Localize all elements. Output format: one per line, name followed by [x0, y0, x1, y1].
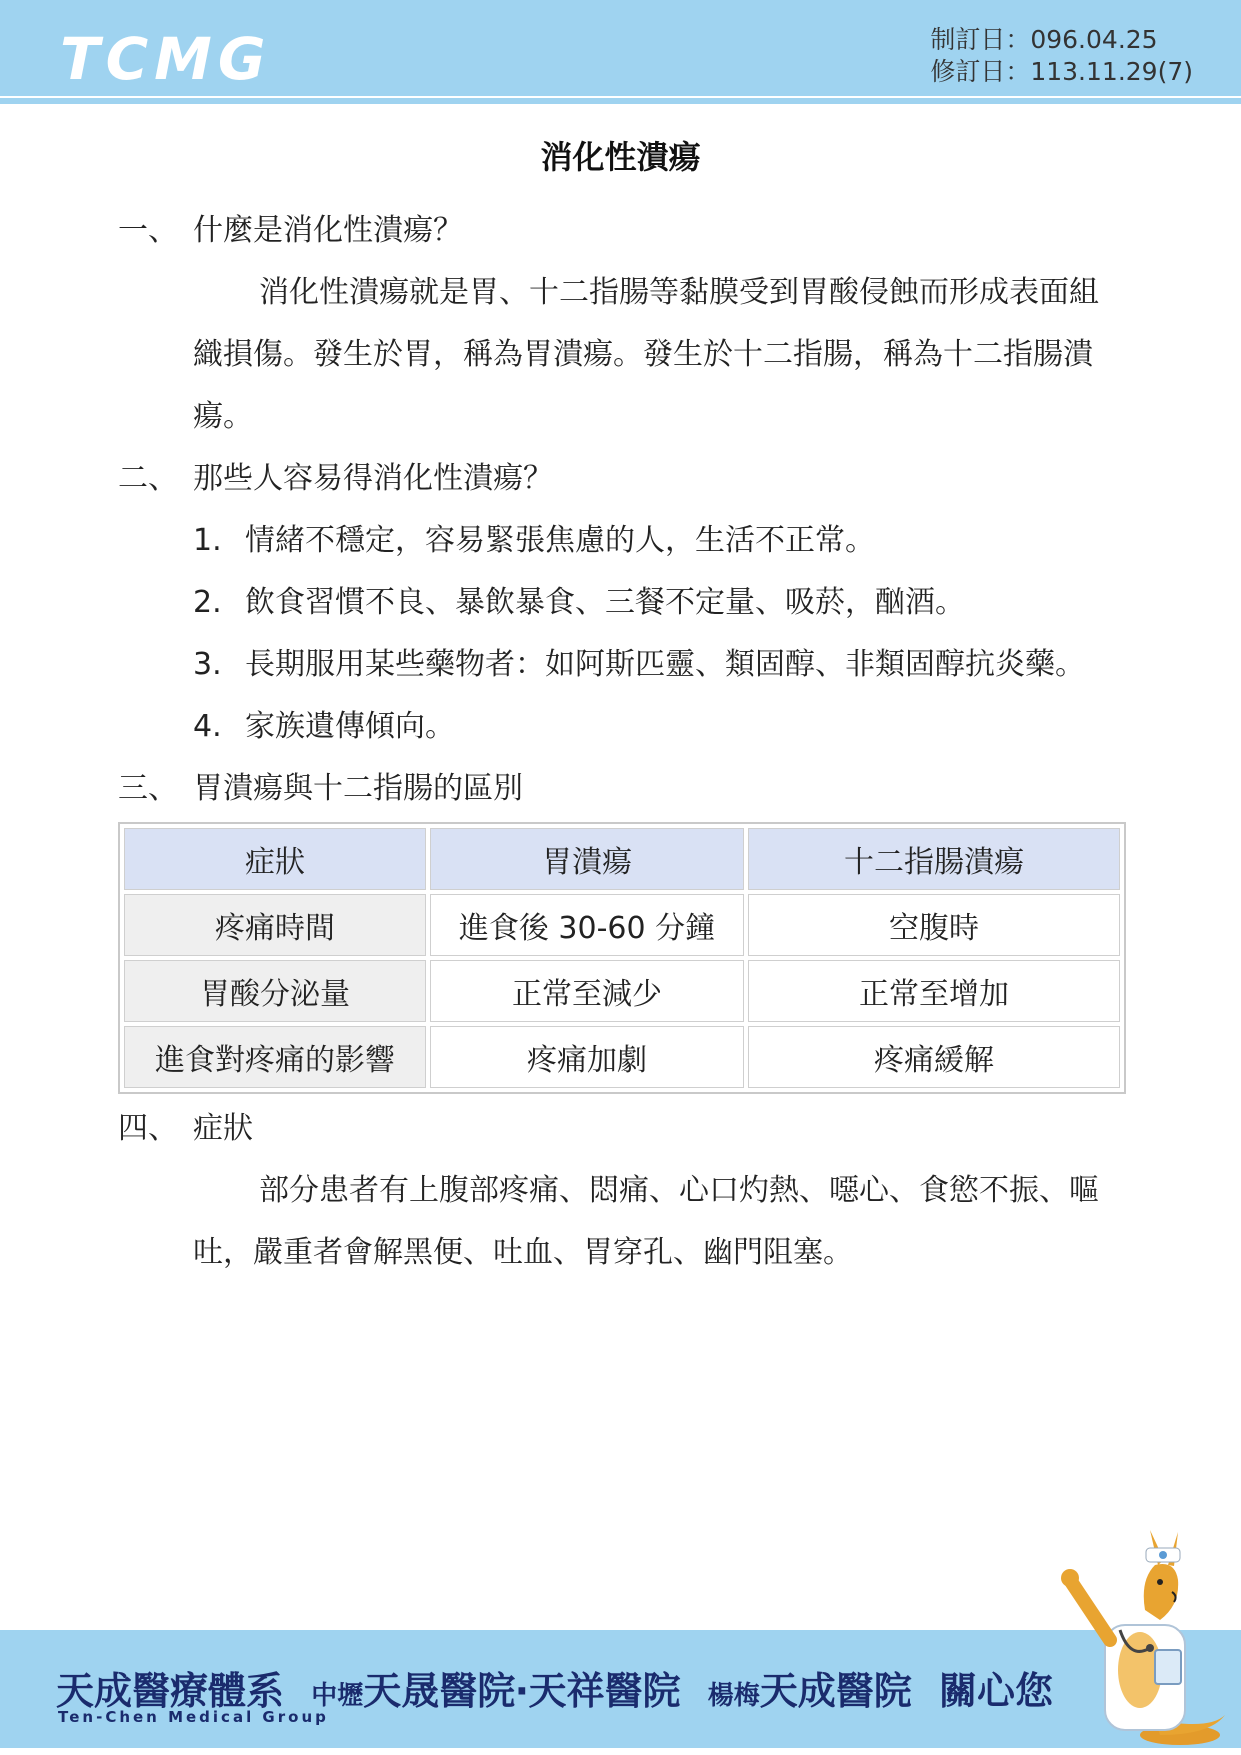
location-zhongli: 中壢: [311, 1681, 364, 1711]
list-text: 家族遺傳傾向。: [245, 709, 455, 744]
list-item: [193, 696, 1128, 758]
list-text: 長期服用某些藥物者：如阿斯匹靈、類固醇、非類固醇抗炎藥。: [245, 647, 1085, 682]
table-cell: 疼痛緩解: [748, 1026, 1120, 1088]
table-row: [124, 1026, 1120, 1088]
hospital-names-1: 天晟醫院‧天祥醫院: [363, 1669, 681, 1713]
table-row-header: 進食對疼痛的影響: [124, 1026, 426, 1088]
section-heading-4: [118, 1098, 1128, 1160]
risk-factor-list: [193, 510, 1128, 758]
slogan: 關心您: [939, 1669, 1054, 1713]
section-number: 一、: [118, 213, 178, 248]
section-number: 三、: [118, 771, 178, 806]
table-cell: 正常至增加: [748, 960, 1120, 1022]
section-title: 什麼是消化性潰瘍？: [193, 213, 463, 248]
list-text: 飲食習慣不良、暴飲暴食、三餐不定量、吸菸，酗酒。: [245, 585, 965, 620]
table-row: [124, 960, 1120, 1022]
table-row-header: 胃酸分泌量: [124, 960, 426, 1022]
section-number: 四、: [118, 1111, 178, 1146]
location-yangmei: 楊梅: [707, 1681, 760, 1711]
section-heading-3: [118, 758, 1128, 820]
section-number: 二、: [118, 461, 178, 496]
page-title: 消化性潰瘍: [540, 138, 701, 176]
table-row: [124, 894, 1120, 956]
table-cell: 空腹時: [748, 894, 1120, 956]
table-header-row: [124, 828, 1120, 890]
group-english-name: Ten-Chen Medical Group: [58, 1708, 329, 1726]
list-item: [193, 634, 1128, 696]
table-cell: 進食後 30-60 分鐘: [430, 894, 744, 956]
table-header-cell: 症狀: [124, 828, 426, 890]
section-title: 症狀: [193, 1111, 253, 1146]
comparison-table: [118, 822, 1126, 1094]
table-header-cell: 胃潰瘍: [430, 828, 744, 890]
header-rule: [0, 98, 1241, 104]
document-body: [118, 200, 1128, 1284]
table-cell: 疼痛加劇: [430, 1026, 744, 1088]
group-name: 天成醫療體系: [56, 1669, 285, 1713]
list-number: 2.: [193, 585, 222, 620]
list-number: 1.: [193, 523, 222, 558]
revision-dates: [930, 24, 1193, 88]
list-number: 3.: [193, 647, 222, 682]
section-title: 胃潰瘍與十二指腸的區別: [193, 771, 523, 806]
table-header-cell: 十二指腸潰瘍: [748, 828, 1120, 890]
created-date: 制訂日：096.04.25: [930, 25, 1158, 54]
list-text: 情緒不穩定，容易緊張焦慮的人，生活不正常。: [245, 523, 875, 558]
section-1-text: 消化性潰瘍就是胃、十二指腸等黏膜受到胃酸侵蝕而形成表面組織損傷。發生於胃，稱為胃潰瘍。發生於十二指腸，稱為十二指腸潰瘍。: [193, 275, 1099, 434]
kangaroo-doctor-mascot-icon: [1060, 1520, 1230, 1750]
section-heading-2: [118, 448, 1128, 510]
section-heading-1: [118, 200, 1128, 262]
list-item: [193, 572, 1128, 634]
list-item: [193, 510, 1128, 572]
header-band: [0, 0, 1241, 96]
hospital-name-2: 天成醫院: [759, 1669, 912, 1713]
section-title: 那些人容易得消化性潰瘍？: [193, 461, 553, 496]
list-number: 4.: [193, 709, 222, 744]
tcmg-logo: TCMG: [60, 25, 272, 93]
table-cell: 正常至減少: [430, 960, 744, 1022]
footer-hospital-banner: [56, 1660, 1053, 1715]
section-4-text: 部分患者有上腹部疼痛、悶痛、心口灼熱、噁心、食慾不振、嘔吐，嚴重者會解黑便、吐血、胃穿孔、幽門阻塞。: [193, 1173, 1099, 1270]
table-row-header: 疼痛時間: [124, 894, 426, 956]
revised-date: 修訂日：113.11.29(7): [930, 57, 1193, 86]
